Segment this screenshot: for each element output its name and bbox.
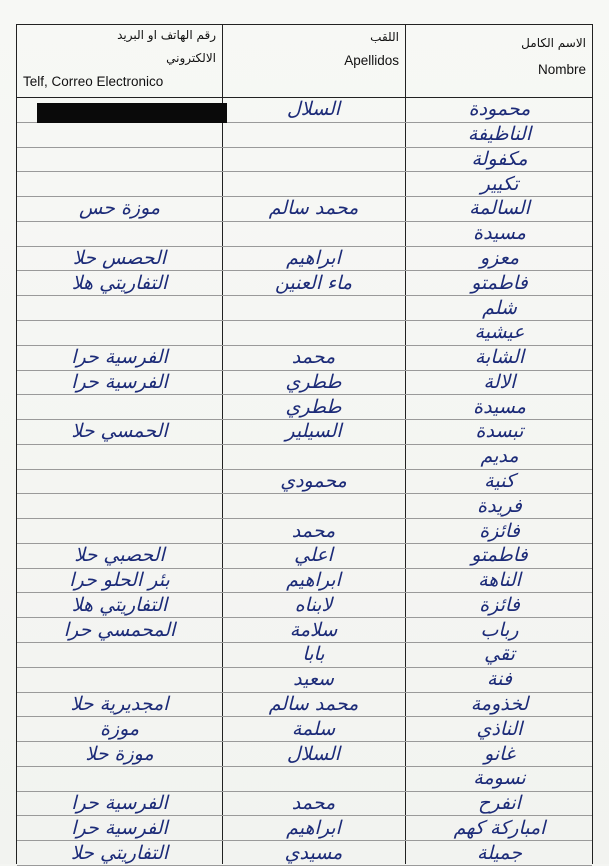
surname-cell (222, 122, 405, 147)
phone-cell (17, 667, 222, 692)
surname-cell: محمد (291, 519, 336, 542)
table-row (17, 568, 592, 594)
header-phone-email (17, 25, 222, 97)
phone-cell (17, 617, 222, 642)
surname-cell: ماء العنين (274, 271, 353, 294)
table-row (17, 469, 592, 495)
surname-cell (222, 493, 405, 518)
phone-cell (17, 419, 222, 444)
phone-cell (17, 394, 222, 419)
phone-text: موزة حس (78, 197, 161, 220)
table-row (17, 345, 592, 371)
table-row (17, 617, 592, 643)
name-cell: نسومة (473, 767, 526, 790)
phone-cell (17, 246, 222, 271)
redaction-bar (37, 103, 227, 123)
phone-cell (17, 766, 222, 791)
name-cell: تكيير (480, 172, 519, 195)
name-cell: مديم (480, 445, 519, 468)
phone-text: الحصبي حلا (74, 544, 165, 567)
name-cell: امباركة كهم (453, 816, 546, 839)
surname-cell: ططري (285, 370, 342, 393)
name-cell: فائزة (479, 593, 520, 616)
table-row (17, 716, 592, 742)
table-row (17, 196, 592, 222)
phone-cell (17, 122, 222, 147)
phone-text: موزة حلا (85, 742, 154, 765)
phone-text: الفرسية حرا (71, 792, 168, 815)
phone-text: المحمسي حرا (63, 618, 176, 641)
name-cell: مكفولة (471, 147, 528, 170)
surname-cell: محمد سالم (268, 197, 359, 220)
surname-cell: محمد سالم (268, 692, 359, 715)
name-cell: لخذومة (470, 692, 529, 715)
table-row (17, 171, 592, 197)
surname-cell (222, 320, 405, 345)
surname-cell: اعلي (294, 544, 333, 567)
table-row (17, 295, 592, 321)
name-cell: شلم (482, 296, 517, 319)
table-row (17, 741, 592, 767)
name-cell: عيشية (474, 321, 525, 344)
phone-cell (17, 840, 222, 865)
phone-cell (17, 171, 222, 196)
table-row (17, 419, 592, 445)
phone-cell (17, 642, 222, 667)
surname-cell: بابا (302, 643, 325, 666)
table-row (17, 815, 592, 841)
surname-cell (222, 171, 405, 196)
header-name-ar: الاسم الكامل (521, 36, 586, 50)
surname-cell: السلال (286, 98, 341, 121)
surname-cell: مسيدي (284, 841, 343, 864)
table-row (17, 444, 592, 470)
phone-cell (17, 741, 222, 766)
surname-cell: محمودي (280, 469, 347, 492)
phone-text: الحمسي حلا (71, 420, 168, 443)
surname-cell: السلال (286, 742, 341, 765)
phone-text: امجديرية حلا (70, 692, 169, 715)
name-cell: السالمة (469, 197, 530, 220)
name-cell: معزو (480, 247, 520, 270)
table-row (17, 493, 592, 519)
header-surname-ar: اللقب (370, 30, 399, 44)
name-cell: الناظيفة (467, 123, 532, 146)
phone-cell (17, 469, 222, 494)
table-row (17, 221, 592, 247)
phone-cell (17, 568, 222, 593)
header-surname-es: Apellidos (344, 53, 399, 68)
header-phone-ar-line2: الالكتروني (166, 51, 216, 65)
phone-cell (17, 444, 222, 469)
table-row (17, 592, 592, 618)
table-row (17, 692, 592, 718)
phone-cell (17, 592, 222, 617)
name-table (16, 24, 593, 864)
phone-text: التفاريتي هلا (71, 271, 168, 294)
surname-cell: محمد (291, 346, 336, 369)
name-cell: انفرح (478, 792, 521, 815)
name-cell: رباب (480, 618, 519, 641)
table-row (17, 246, 592, 272)
name-cell: فنة (487, 668, 513, 691)
name-cell: فاطمتو (471, 271, 528, 294)
phone-cell (17, 791, 222, 816)
phone-cell (17, 147, 222, 172)
surname-cell (222, 444, 405, 469)
table-row (17, 122, 592, 148)
surname-cell: سلمة (291, 717, 336, 740)
phone-cell (17, 345, 222, 370)
phone-text: التفاريتي هلا (71, 593, 168, 616)
table-row (17, 97, 592, 123)
phone-cell (17, 97, 222, 122)
phone-cell (17, 221, 222, 246)
surname-cell: ابراهيم (286, 247, 341, 270)
table-row (17, 320, 592, 346)
name-cell: محمودة (468, 98, 531, 121)
name-cell: الناذي (476, 717, 523, 740)
phone-cell (17, 543, 222, 568)
header-surname (222, 25, 405, 97)
phone-cell (17, 518, 222, 543)
phone-text: التفاريتي حلا (70, 841, 169, 864)
name-cell: تبسدة (475, 420, 524, 443)
header-name-es: Nombre (537, 62, 586, 77)
phone-cell (17, 320, 222, 345)
table-row (17, 270, 592, 296)
surname-cell: السيلير (285, 420, 342, 443)
header-phone-es: Telf, Correo Electronico (23, 74, 164, 89)
table-row (17, 642, 592, 668)
name-cell: غانو (484, 742, 515, 765)
header-phone-ar-line1: رقم الهاتف او البريد (117, 28, 216, 42)
table-row (17, 543, 592, 569)
surname-cell: ابراهيم (286, 816, 341, 839)
phone-cell (17, 716, 222, 741)
name-cell: الالة (483, 370, 516, 393)
surname-cell (222, 295, 405, 320)
name-cell: الشابة (474, 346, 525, 369)
phone-text: بئر الحلو حرا (69, 569, 170, 592)
phone-cell (17, 815, 222, 840)
phone-text: موزة (99, 717, 140, 740)
phone-text: الفرسية حرا (71, 816, 168, 839)
table-row (17, 394, 592, 420)
phone-cell (17, 270, 222, 295)
phone-cell (17, 692, 222, 717)
name-cell: جميلة (477, 841, 522, 864)
name-cell: فريدة (477, 494, 522, 517)
header-full-name (405, 25, 594, 97)
table-row (17, 840, 592, 866)
surname-cell (222, 221, 405, 246)
surname-cell: لابناه (294, 593, 333, 616)
surname-cell: سلامة (289, 618, 338, 641)
name-cell: فائزة (479, 519, 520, 542)
phone-cell (17, 493, 222, 518)
name-cell: الناهة (478, 569, 521, 592)
surname-cell (222, 147, 405, 172)
name-cell: كنية (484, 469, 515, 492)
name-cell: مسيدة (473, 395, 526, 418)
phone-cell (17, 196, 222, 221)
table-row (17, 667, 592, 693)
table-row (17, 370, 592, 396)
table-row (17, 147, 592, 173)
surname-cell (222, 766, 405, 791)
table-row (17, 791, 592, 817)
name-cell: فاطمتو (471, 544, 528, 567)
phone-text: الفرسية حرا (71, 370, 168, 393)
phone-text: الفرسية حرا (71, 346, 168, 369)
name-cell: تقي (484, 643, 515, 666)
table-row (17, 518, 592, 544)
phone-cell (17, 370, 222, 395)
surname-cell: ابراهيم (286, 569, 341, 592)
phone-text: الحصس حلا (72, 247, 167, 270)
table-row (17, 766, 592, 792)
name-cell: مسيدة (473, 222, 526, 245)
phone-cell (17, 295, 222, 320)
surname-cell: سعيد (293, 668, 334, 691)
surname-cell: محمد (291, 792, 336, 815)
surname-cell: ططري (285, 395, 342, 418)
table-header (17, 25, 592, 98)
table-body (17, 97, 592, 864)
